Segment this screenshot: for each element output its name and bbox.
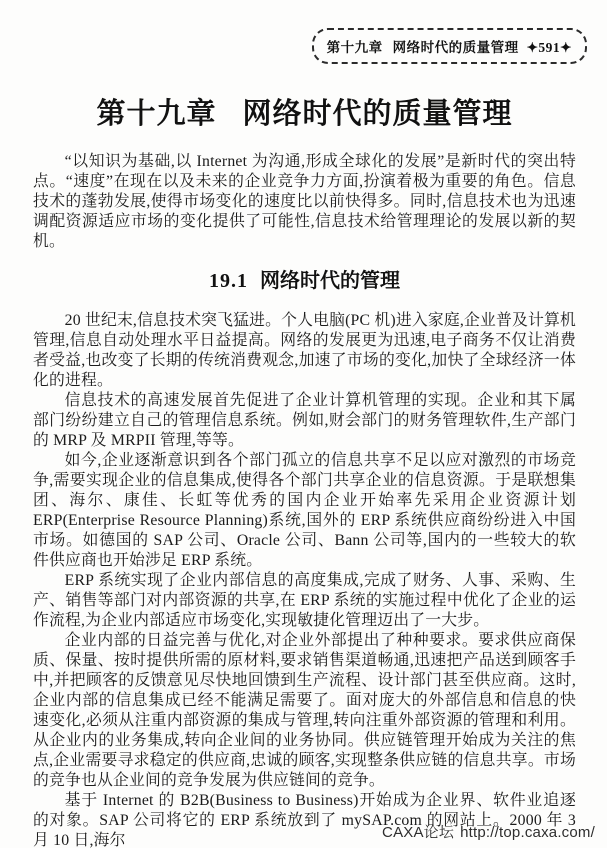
section-heading: [33, 268, 576, 294]
body-paragraph: 企业内部的日益完善与优化,对企业外部提出了种种要求。要求供应商保质、保量、按时提供所需的原材料,要求销售渠道畅通,迅速把产品送到顾客手中,并把顾客的反馈意见尽快地回馈到生产流程、设计部门甚至供应商。这时,企业内部的信息集成已经不能满足需要了。面对庞大的外部信息和信息的快速变化,必须从注重内部资源的集成与管理,转向注重外部资源的管理和利用。从企业内的业务集成,转向企业间的业务协同。供应链管理开始成为关注的焦点,企业需要寻求稳定的供应商,忠诚的顾客,实现整条供应链的信息共享。市场的竞争也从企业间的竞争发展为供应链间的竞争。: [33, 632, 576, 789]
forum-watermark: [382, 821, 595, 842]
forum-url: http://top.caxa.com/: [460, 824, 595, 841]
body-paragraph: ERP 系统实现了企业内部信息的高度集成,完成了财务、人事、采购、生产、销售等部门对内部资源的共享,在 ERP 系统的实施过程中优化了企业的运作流程,为企业内部适应市场变化,实现敏捷化管理迈出了一大步。: [33, 572, 576, 629]
page-content: [33, 0, 576, 848]
forum-name: CAXA论坛: [382, 824, 455, 841]
intro-paragraph: “以知识为基础,以 Internet 为沟通,形成全球化的发展”是新时代的突出特点。“速度”在现在以及未来的企业竞争力方面,扮演着极为重要的角色。信息技术的蓬勃发展,使得市场变化的速度比以前快得多。同时,信息技术也为迅速调配资源适应市场的变化提供了可能性,信息技术给管理理论的发展以新的契机。: [33, 153, 576, 250]
body-paragraph: 如今,企业逐渐意识到各个部门孤立的信息共享不足以应对激烈的市场竞争,需要实现企业的信息集成,使得各个部门共享企业的信息资源。于是联想集团、海尔、康佳、长虹等优秀的国内企业开始率先采用企业资源计划 ERP(Enterprise Resource Planning)系统,国外的 ERP 系统供应商纷纷进入中国市场。如德国的 SAP 公司、Oracle 公司、Bann 公司等,国内的一些较大的软件供应商也开始涉足 ERP 系统。: [33, 452, 576, 569]
body-paragraph: 20 世纪末,信息技术突飞猛进。个人电脑(PC 机)进入家庭,企业普及计算机管理,信息自动处理水平日益提高。网络的发展更为迅速,电子商务不仅让消费者受益,也改变了长期的传统消费观念,加速了市场的变化,加快了全球经济一体化的进程。: [33, 312, 576, 389]
page-number-marker: ✦591✦: [526, 40, 572, 55]
section-number: 19.1: [209, 270, 248, 292]
section-title: 网络时代的管理: [260, 270, 400, 292]
body-paragraph: 信息技术的高速发展首先促进了企业计算机管理的实现。企业和其下属部门纷纷建立自己的管理信息系统。例如,财会部门的财务管理软件,生产部门的 MRP 及 MRPII 管理,等等。: [33, 392, 576, 449]
running-header-title: 网络时代的质量管理: [392, 40, 519, 55]
running-header-chapter: 第十九章: [326, 40, 383, 55]
body-paragraph: 基于 Internet 的 B2B(Business to Business)开始成为企业界、软件业追逐的对象。SAP 公司将它的 ERP 系统放到了 mySAP.com 的网站上。2000 年 3 月 10 日,海尔: [33, 792, 576, 848]
chapter-title-number: 第十九章: [96, 98, 217, 130]
chapter-title: [33, 93, 576, 135]
chapter-title-text: 网络时代的质量管理: [242, 98, 513, 130]
